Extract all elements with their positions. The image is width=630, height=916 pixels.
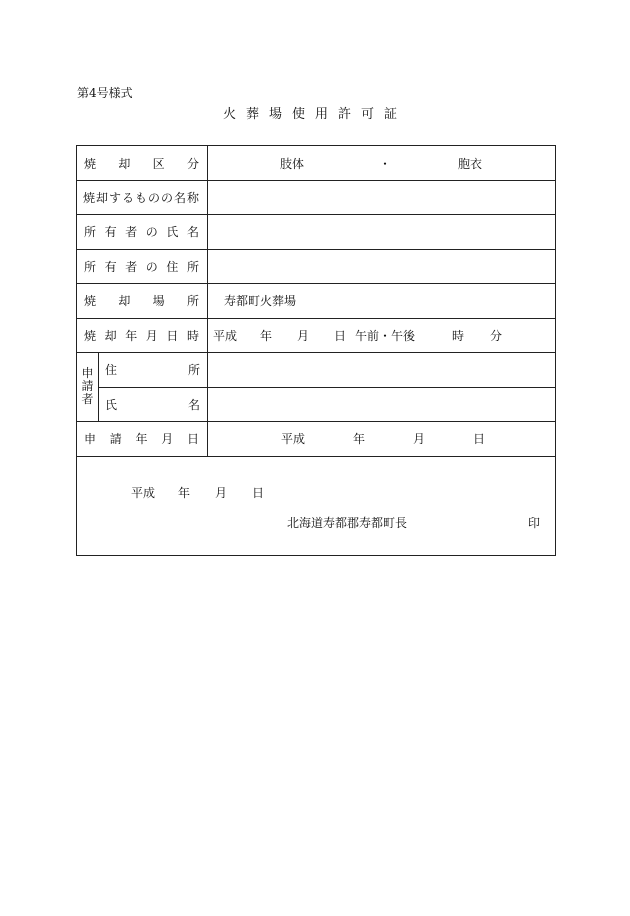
issuer-name: 北海道寿都郡寿都町長: [287, 515, 408, 530]
application-date-month: 月: [413, 432, 426, 446]
footer-year: 年: [178, 485, 191, 500]
label-owner-address: 所 有 者 の 住 所: [84, 259, 199, 274]
footer-month: 月: [215, 485, 228, 500]
label-place: 焼 却 場 所: [84, 294, 199, 308]
applicant-divider: [98, 352, 99, 421]
label-owner-name: 所 有 者 の 氏 名: [84, 225, 199, 239]
application-date-day: 日: [473, 432, 486, 446]
form-number: 第4号様式: [77, 86, 133, 100]
option-body: 肢体: [280, 156, 305, 171]
label-datetime: 焼 却 年 月 日 時: [84, 328, 199, 343]
application-date-era: 平成: [281, 432, 306, 446]
datetime-hour: 時: [452, 328, 465, 343]
footer-era: 平成: [131, 485, 156, 500]
field-applicant-name[interactable]: [208, 387, 555, 421]
field-owner-name[interactable]: [208, 214, 555, 249]
label-applicant: 申 請 者: [81, 366, 94, 406]
application-date-year: 年: [353, 432, 366, 446]
datetime-year: 年: [260, 328, 273, 343]
field-owner-address[interactable]: [208, 249, 555, 283]
field-applicant-address[interactable]: [208, 352, 555, 387]
datetime-ampm: 午前・午後: [355, 328, 416, 343]
place-value: 寿都町火葬場: [224, 294, 297, 308]
datetime-month: 月: [297, 328, 310, 343]
option-placenta: 胞衣: [458, 156, 483, 171]
option-separator: ・: [379, 156, 392, 171]
label-category: 焼 却 区 分: [84, 156, 199, 171]
document-title: 火葬場使用許可証: [222, 107, 407, 122]
label-item-name: 焼却するものの名称: [83, 190, 201, 205]
permit-form-table: [76, 145, 556, 556]
row-divider: [77, 456, 555, 457]
datetime-era: 平成: [213, 328, 238, 343]
label-applicant-address: 住 所: [105, 363, 200, 377]
datetime-minute: 分: [490, 328, 503, 343]
label-applicant-name: 氏 名: [105, 397, 200, 412]
footer-day: 日: [252, 485, 265, 500]
datetime-day: 日: [334, 328, 347, 343]
seal-mark: 印: [528, 515, 541, 530]
field-item-name[interactable]: [208, 180, 555, 214]
label-application-date: 申 請 年 月 日: [84, 432, 199, 446]
